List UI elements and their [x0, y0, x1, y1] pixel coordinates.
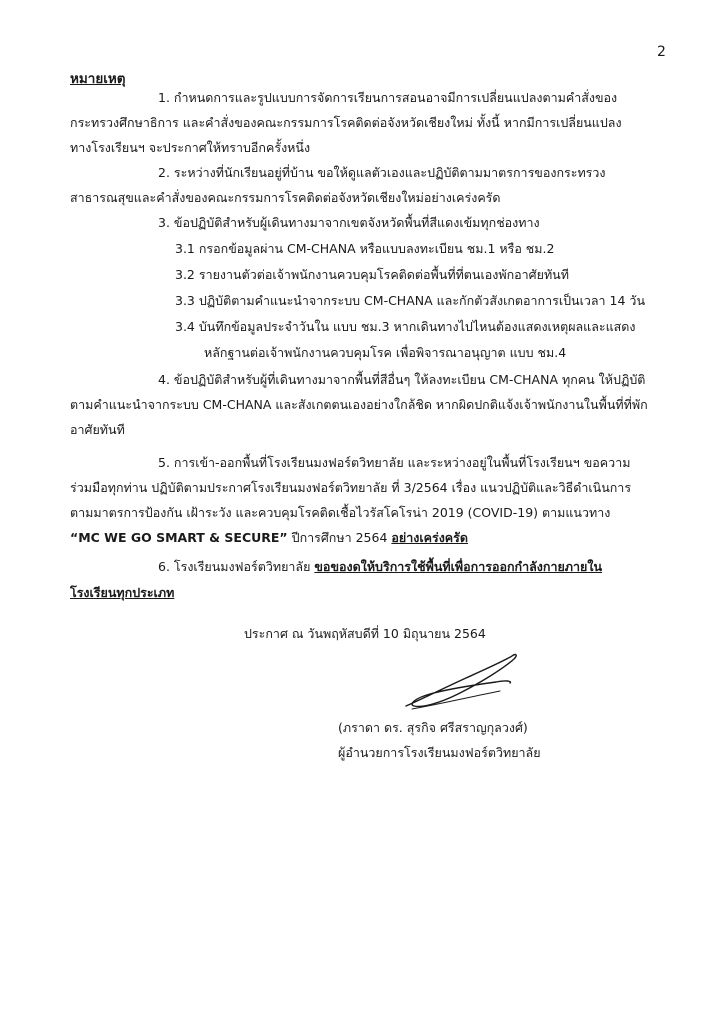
notes-heading: หมายเหตุ — [70, 71, 126, 87]
page-number: 2 — [657, 44, 666, 60]
note-6-line-2: โรงเรียนทุกประเภท — [70, 585, 175, 600]
note-2-line-1: 2. ระหว่างที่นักเรียนอยู่ที่บ้าน ขอให้ดูแลตัวเองและปฏิบัติตามมาตรการของกระทรวง — [158, 165, 606, 180]
signatory-name: (ภราดา ดร. สุรกิจ ศรีสราญกุลวงศ์) — [338, 720, 528, 735]
note-5-line-1: 5. การเข้า-ออกพื้นที่โรงเรียนมงฟอร์ตวิทยาลัย และระหว่างอยู่ในพื้นที่โรงเรียนฯ ขอความ — [158, 455, 631, 470]
note-4-line-2: ตามคำแนะนำจากระบบ CM-CHANA และสังเกตตนเองอย่างใกล้ชิด หากผิดปกติแจ้งเจ้าพนักงานในพื้นที่ที่พัก — [70, 397, 648, 412]
note-5-line-2: ร่วมมือทุกท่าน ปฏิบัติตามประกาศโรงเรียนมงฟอร์ตวิทยาลัย ที่ 3/2564 เรื่อง แนวปฏิบัติและวิธีดำเนินการ — [70, 480, 632, 495]
note-3-4-line-1: 3.4 บันทึกข้อมูลประจำวันใน แบบ ชม.3 หากเดินทางไปไหนต้องแสดงเหตุผลและแสดง — [175, 319, 636, 334]
note-5-line-3: ตามมาตรการป้องกัน เฝ้าระวัง และควบคุมโรคติดเชื้อไวรัสโคโรน่า 2019 (COVID-19) ตามแนวทาง — [70, 505, 611, 520]
note-3-4-line-2: หลักฐานต่อเจ้าพนักงานควบคุมโรค เพื่อพิจารณาอนุญาต แบบ ชม.4 — [204, 345, 567, 360]
note-3-3: 3.3 ปฏิบัติตามคำแนะนำจากระบบ CM-CHANA และกักตัวสังเกตอาการเป็นเวลา 14 วัน — [175, 293, 645, 308]
note-2-line-2: สาธารณสุขและคำสั่งของคณะกรรมการโรคติดต่อจังหวัดเชียงใหม่อย่างเคร่งครัด — [70, 190, 501, 205]
academic-year: ปีการศึกษา 2564 — [287, 530, 392, 545]
note-6-intro: 6. โรงเรียนมงฟอร์ตวิทยาลัย — [158, 559, 315, 574]
signature-image — [400, 648, 530, 718]
announcement-date: ประกาศ ณ วันพฤหัสบดีที่ 10 มิถุนายน 2564 — [244, 626, 486, 641]
note-3-2: 3.2 รายงานตัวต่อเจ้าพนักงานควบคุมโรคติดต่อพื้นที่ที่ตนเองพักอาศัยทันที — [175, 267, 569, 282]
note-3-line-1: 3. ข้อปฏิบัติสำหรับผู้เดินทางมาจากเขตจังหวัดพื้นที่สีแดงเข้มทุกช่องทาง — [158, 215, 540, 230]
note-1-line-1: 1. กำหนดการและรูปแบบการจัดการเรียนการสอนอาจมีการเปลี่ยนแปลงตามคำสั่งของ — [158, 90, 618, 105]
signatory-position: ผู้อำนวยการโรงเรียนมงฟอร์ตวิทยาลัย — [338, 745, 541, 760]
campaign-name: “MC WE GO SMART & SECURE” — [70, 530, 288, 545]
note-5-line-4 — [70, 529, 468, 547]
note-1-line-3: ทางโรงเรียนฯ จะประกาศให้ทราบอีกครั้งหนึ่ง — [70, 140, 311, 155]
note-1-line-2: กระทรวงศึกษาธิการ และคำสั่งของคณะกรรมการโรคติดต่อจังหวัดเชียงใหม่ ทั้งนี้ หากมีการเปลี่ยนแปลง — [70, 115, 622, 130]
note-4-line-1: 4. ข้อปฏิบัติสำหรับผู้ที่เดินทางมาจากพื้นที่สีอื่นๆ ให้ลงทะเบียน CM-CHANA ทุกคน ให้ปฏิบัติ — [158, 372, 646, 387]
note-6-line-1 — [158, 558, 602, 576]
note-3-1: 3.1 กรอกข้อมูลผ่าน CM-CHANA หรือแบบลงทะเบียน ชม.1 หรือ ชม.2 — [175, 241, 555, 256]
note-4-line-3: อาศัยทันที — [70, 422, 125, 437]
note-6-emphasis: ขอของดให้บริการใช้พื้นที่เพื่อการออกกำลังกายภายใน — [314, 559, 603, 574]
strictly-emphasis: อย่างเคร่งครัด — [391, 530, 468, 545]
